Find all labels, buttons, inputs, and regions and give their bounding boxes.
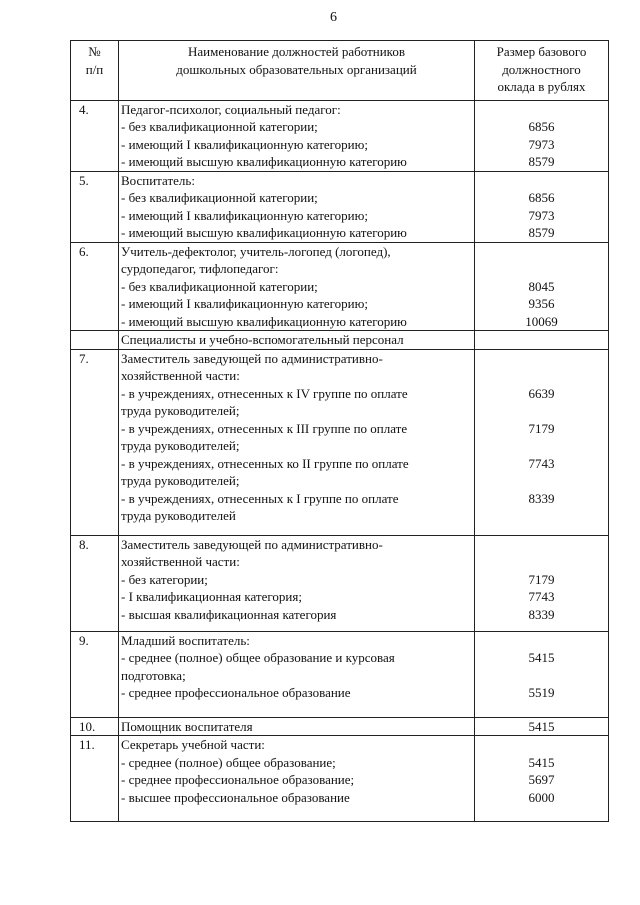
header-salary-line: должностного (502, 61, 581, 77)
salary-value: 8045 (528, 278, 555, 294)
header-number-line: № (88, 44, 101, 59)
position-cell (119, 535, 475, 631)
row-number: 10. (71, 717, 119, 736)
header-position-line: дошкольных образовательных организаций (176, 61, 417, 77)
position-line: - имеющий I квалификационную категорию; (121, 207, 368, 223)
position-line: труда руководителей; (121, 438, 240, 453)
salary-value: 5415 (528, 754, 555, 770)
row-number: 7. (71, 349, 119, 535)
position-cell (119, 242, 475, 331)
position-line: - I квалификационная категория; (121, 589, 302, 604)
row-number: 5. (71, 171, 119, 242)
salary-cell (475, 736, 609, 822)
header-number-line: п/п (85, 61, 104, 77)
header-number (71, 41, 119, 101)
salary-value: 5415 (528, 718, 555, 734)
salary-value: 7179 (528, 420, 555, 436)
position-cell (119, 717, 475, 736)
position-line: Заместитель заведующей по административно- (121, 350, 383, 366)
position-line: Секретарь учебной части: (121, 737, 265, 752)
table-row (71, 717, 609, 736)
position-line: Учитель-дефектолог, учитель-логопед (логопед), (121, 243, 391, 259)
row-number: 9. (71, 631, 119, 717)
position-line: труда руководителей (121, 508, 236, 523)
salary-cell (475, 717, 609, 736)
position-line: - без квалификационной категории; (121, 190, 318, 205)
position-cell (119, 171, 475, 242)
table-row (71, 349, 609, 535)
salary-cell (475, 535, 609, 631)
table-row (71, 171, 609, 242)
position-line: - высшее профессиональное образование (121, 789, 350, 805)
position-line: труда руководителей; (121, 473, 240, 488)
salary-value: 8339 (528, 606, 555, 622)
table-row (71, 535, 609, 631)
salary-value: 7179 (528, 571, 555, 587)
salary-value: 6000 (528, 789, 555, 805)
position-line: - имеющий высшую квалификационную категорию (121, 225, 407, 240)
salary-cell (475, 242, 609, 331)
salary-value: 8579 (528, 154, 555, 169)
row-number: 4. (71, 100, 119, 171)
position-line: хозяйственной части: (121, 368, 240, 383)
salary-value: 6856 (528, 190, 555, 205)
salary-value: 7973 (528, 136, 555, 152)
position-line: - без квалификационной категории; (121, 278, 318, 294)
salary-value: 7743 (528, 455, 555, 471)
salary-value: 9356 (528, 296, 555, 311)
table-row (71, 736, 609, 822)
salary-value: 7743 (528, 589, 555, 604)
page-number: 6 (330, 10, 337, 25)
salary-value: 5519 (528, 685, 555, 700)
position-line: - среднее профессиональное образование; (121, 772, 355, 787)
salary-value: 8339 (528, 490, 555, 506)
salary-value: 6856 (528, 119, 555, 134)
position-line: Младший воспитатель: (121, 632, 250, 648)
salary-value: 6639 (528, 385, 555, 401)
position-line: подготовка; (121, 667, 186, 683)
section-row (71, 331, 609, 350)
salary-cell (475, 100, 609, 171)
table-row (71, 631, 609, 717)
header-salary (475, 41, 609, 101)
salary-cell (475, 631, 609, 717)
salary-value: 8579 (528, 225, 555, 240)
table-row (71, 100, 609, 171)
position-line: - имеющий I квалификационную категорию; (121, 136, 368, 152)
position-line: - имеющий I квалификационную категорию; (121, 296, 368, 311)
header-position-name (119, 41, 475, 101)
position-line: - в учреждениях, отнесенных к III группе по оплате (121, 420, 408, 436)
table-row (71, 242, 609, 331)
salary-value: 7973 (528, 207, 555, 223)
position-line: - среднее профессиональное образование (121, 685, 351, 700)
position-line: - высшая квалификационная категория (121, 606, 337, 622)
position-cell (119, 631, 475, 717)
position-line: - в учреждениях, отнесенных к I группе по оплате (121, 490, 399, 506)
table-header-row (71, 41, 609, 101)
position-line: труда руководителей; (121, 403, 240, 418)
salary-cell (475, 349, 609, 535)
position-line: - среднее (полное) общее образование; (121, 754, 336, 770)
position-line: сурдопедагог, тифлопедагог: (121, 261, 279, 276)
position-cell (119, 736, 475, 822)
position-line: - имеющий высшую квалификационную категорию (121, 154, 407, 169)
position-line: - без квалификационной категории; (121, 119, 318, 134)
header-salary-line: Размер базового (496, 44, 587, 59)
row-number: 11. (71, 736, 119, 822)
section-title: Специалисты и учебно-вспомогательный персонал (119, 331, 475, 350)
salary-value: 5415 (528, 650, 555, 665)
position-line: Воспитатель: (121, 172, 195, 188)
position-line: Помощник воспитателя (121, 718, 253, 734)
position-line: Педагог-психолог, социальный педагог: (121, 101, 341, 117)
salary-value: 10069 (525, 313, 558, 329)
position-line: хозяйственной части: (121, 554, 240, 569)
salary-cell (475, 171, 609, 242)
salary-value: 5697 (528, 772, 555, 787)
position-cell (119, 349, 475, 535)
position-line: Заместитель заведующей по административно- (121, 536, 383, 552)
position-line: - без категории; (121, 571, 208, 587)
position-line: - в учреждениях, отнесенных к IV группе по оплате (121, 385, 408, 401)
position-cell (119, 100, 475, 171)
position-line: - среднее (полное) общее образование и курсовая (121, 650, 395, 665)
position-line: - имеющий высшую квалификационную категорию (121, 313, 407, 329)
salary-table (70, 40, 609, 822)
header-position-line: Наименование должностей работников (188, 44, 405, 59)
header-salary-line: оклада в рублях (497, 79, 586, 94)
row-number: 6. (71, 242, 119, 331)
position-line: - в учреждениях, отнесенных ко II группе по оплате (121, 455, 409, 471)
row-number: 8. (71, 535, 119, 631)
